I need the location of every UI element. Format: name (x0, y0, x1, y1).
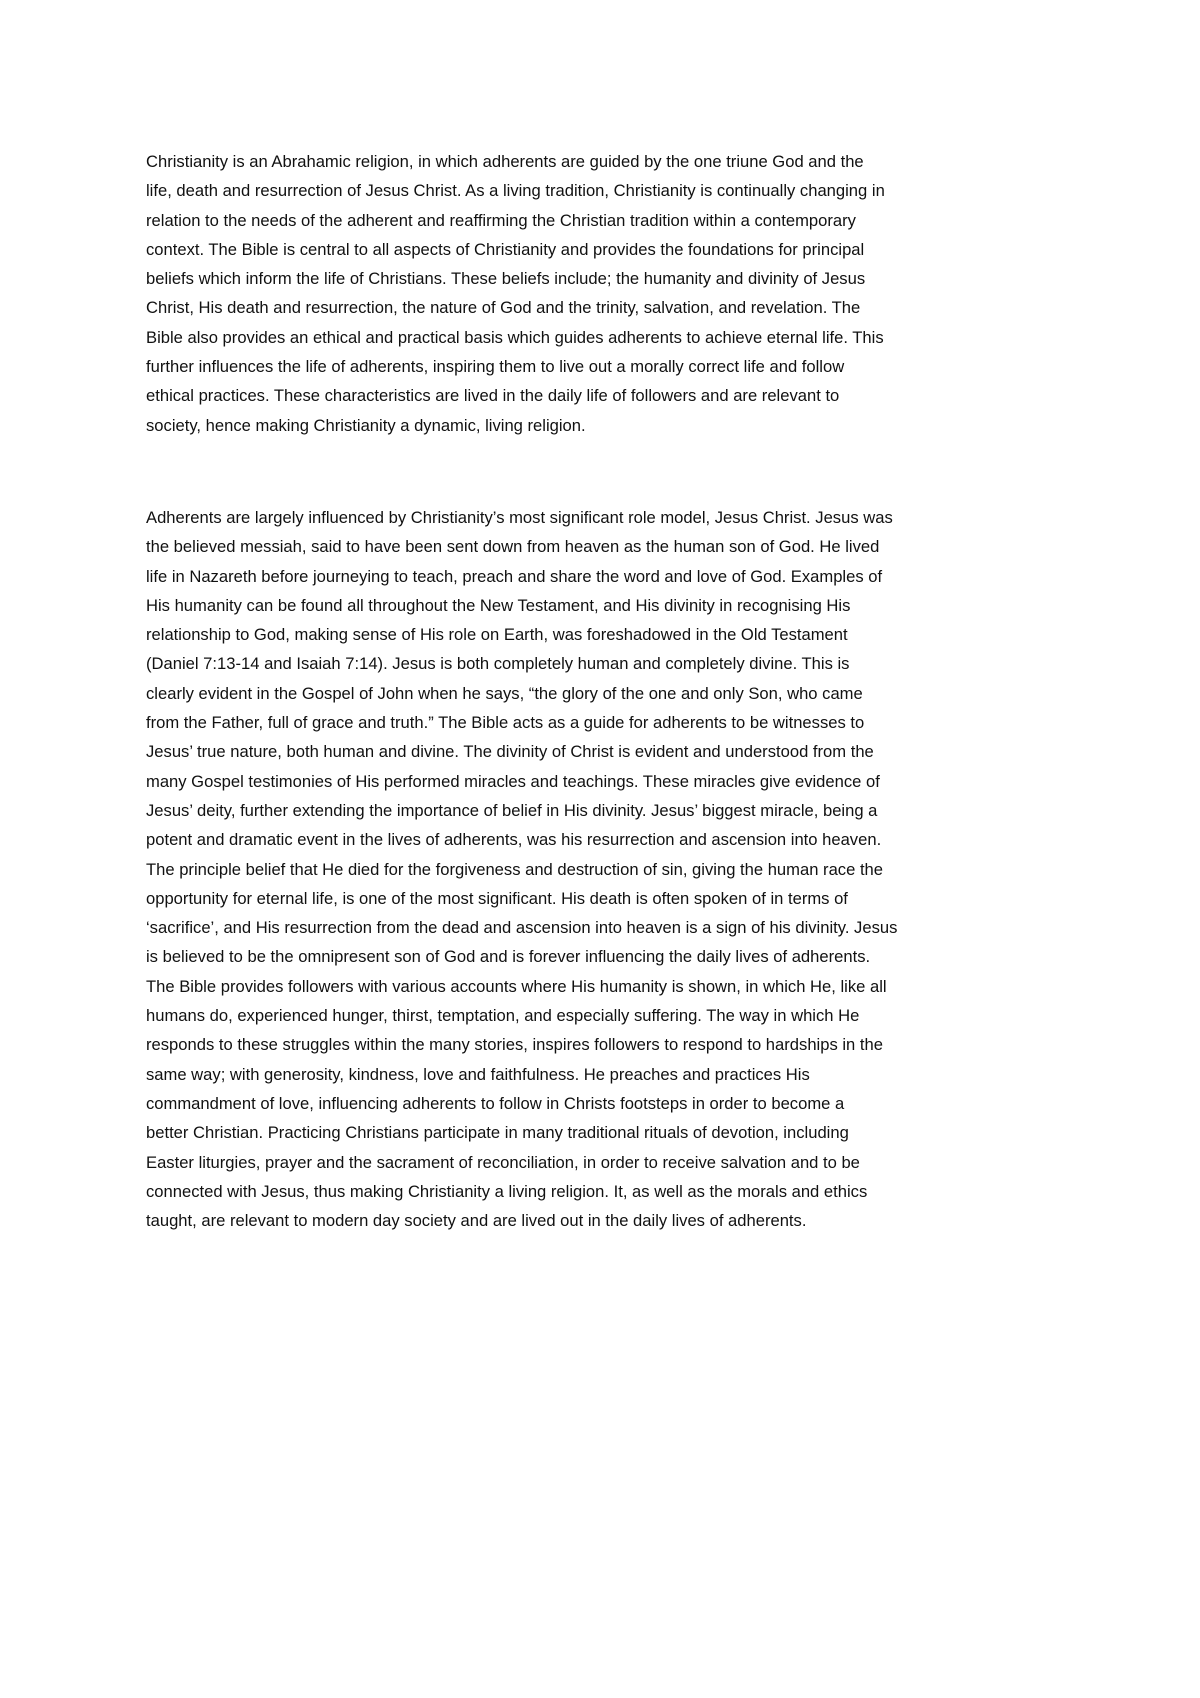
text-line: many Gospel testimonies of His performed miracles and teachings. These miracles give evidence of (146, 771, 880, 791)
text-line: The Bible provides followers with various accounts where His humanity is shown, in which He, like all (146, 976, 887, 996)
text-line: commandment of love, influencing adherents to follow in Christs footsteps in order to become a (146, 1093, 845, 1113)
text-line: Adherents are largely influenced by Christianity’s most significant role model, Jesus Christ. Jesus was (146, 508, 893, 527)
text-line: same way; with generosity, kindness, love and faithfulness. He preaches and practices His (146, 1064, 810, 1084)
text-line: better Christian. Practicing Christians participate in many traditional rituals of devotion, including (146, 1123, 849, 1143)
text-line: life in Nazareth before journeying to teach, preach and share the word and love of God. Examples of (146, 566, 883, 586)
text-line: potent and dramatic event in the lives of adherents, was his resurrection and ascension into heaven. (146, 830, 882, 850)
text-line: ‘sacrifice’, and His resurrection from the dead and ascension into heaven is a sign of his divinity. Jesus (146, 918, 898, 938)
paragraph-introduction (146, 147, 1064, 440)
text-line: relation to the needs of the adherent and reaffirming the Christian tradition within a contemporary (146, 210, 856, 230)
text-line: context. The Bible is central to all aspects of Christianity and provides the foundations for principal (146, 239, 865, 259)
text-line: responds to these struggles within the many stories, inspires followers to respond to hardships in the (146, 1035, 883, 1055)
text-line: Jesus’ true nature, both human and divine. The divinity of Christ is evident and understood from the (146, 742, 874, 762)
text-line: Easter liturgies, prayer and the sacrament of reconciliation, in order to receive salvation and to be (146, 1152, 860, 1172)
text-line: (Daniel 7:13-14 and Isaiah 7:14). Jesus is both completely human and completely divine. This is (146, 654, 850, 674)
text-line: His humanity can be found all throughout the New Testament, and His divinity in recognising His (146, 595, 851, 615)
text-line: relationship to God, making sense of His role on Earth, was foreshadowed in the Old Testament (146, 625, 848, 645)
text-line: ethical practices. These characteristics are lived in the daily life of followers and are relevant to (146, 386, 840, 406)
text-line: Christianity is an Abrahamic religion, in which adherents are guided by the one triune God and the (146, 152, 864, 171)
text-line: Jesus’ deity, further extending the importance of belief in His divinity. Jesus’ biggest miracle, being a (146, 800, 878, 820)
text-line: is believed to be the omnipresent son of God and is forever influencing the daily lives of adherents. (146, 947, 871, 967)
text-line: Christ, His death and resurrection, the nature of God and the trinity, salvation, and revelation. The (146, 298, 861, 318)
text-line: humans do, experienced hunger, thirst, temptation, and especially suffering. The way in which He (146, 1006, 860, 1026)
text-line: life, death and resurrection of Jesus Christ. As a living tradition, Christianity is continually changing in (146, 181, 885, 201)
text-line: Bible also provides an ethical and practical basis which guides adherents to achieve eternal life. This (146, 327, 884, 347)
text-line: from the Father, full of grace and truth.” The Bible acts as a guide for adherents to be witnesses to (146, 713, 865, 733)
text-line: the believed messiah, said to have been sent down from heaven as the human son of God. He lived (146, 537, 880, 557)
text-line: clearly evident in the Gospel of John when he says, “the glory of the one and only Son, who came (146, 683, 863, 703)
paragraph-jesus-christ (146, 503, 1064, 1235)
text-line: further influences the life of adherents, inspiring them to live out a morally correct life and follow (146, 357, 845, 377)
text-line: The principle belief that He died for the forgiveness and destruction of sin, giving the human race the (146, 859, 884, 879)
text-line: society, hence making Christianity a dynamic, living religion. (146, 415, 586, 435)
text-line: taught, are relevant to modern day society and are lived out in the daily lives of adherents. (146, 1211, 807, 1231)
text-line: beliefs which inform the life of Christians. These beliefs include; the humanity and divinity of Jesus (146, 269, 866, 289)
text-line: opportunity for eternal life, is one of the most significant. His death is often spoken of in terms of (146, 888, 848, 908)
text-line: connected with Jesus, thus making Christianity a living religion. It, as well as the morals and ethics (146, 1181, 868, 1201)
